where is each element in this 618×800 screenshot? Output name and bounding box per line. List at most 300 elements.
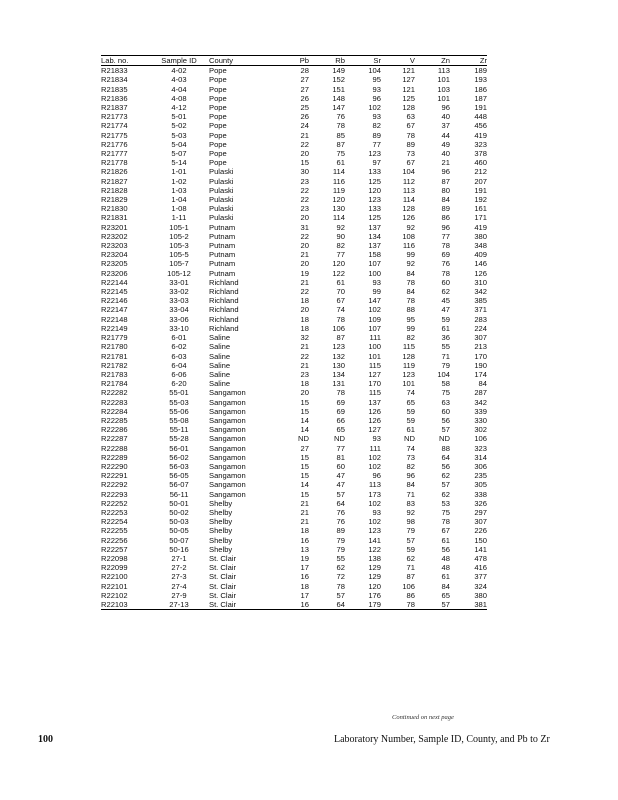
cell-lab-no: R22101: [101, 581, 128, 591]
cell-county: Richland: [209, 314, 239, 324]
cell-v: 88: [406, 305, 415, 315]
cell-pb: 16: [269, 600, 309, 610]
cell-lab-no: R22290: [101, 461, 128, 471]
cell-sr: 100: [368, 342, 381, 352]
cell-county: Shelby: [209, 535, 233, 545]
geochemistry-table: [101, 55, 487, 610]
cell-sr: 102: [368, 305, 381, 315]
cell-v: 128: [402, 351, 415, 361]
cell-zr: 378: [474, 149, 487, 159]
cell-zr: 297: [474, 507, 487, 517]
cell-county: Sangamon: [209, 388, 246, 398]
cell-v: 82: [406, 333, 415, 343]
continued-note: Continued on next page: [392, 714, 454, 721]
cell-zr: 371: [474, 305, 487, 315]
cell-v: 67: [406, 121, 415, 131]
cell-county: Pope: [209, 66, 227, 76]
cell-sample-id: 33-10: [169, 323, 189, 333]
cell-rb: 47: [336, 471, 345, 481]
cell-pb: 16: [300, 572, 309, 582]
cell-zr: 342: [474, 287, 487, 297]
cell-zr: 348: [474, 241, 487, 251]
cell-zr: 226: [474, 526, 487, 536]
cell-sr: 120: [368, 581, 381, 591]
cell-sr: 102: [368, 452, 381, 462]
table-row: [101, 186, 487, 195]
table-row: [101, 480, 487, 489]
table-row: [101, 370, 487, 379]
cell-zr: 448: [474, 112, 487, 122]
cell-zr: 235: [474, 471, 487, 481]
cell-county: Putnam: [209, 268, 236, 278]
cell-sample-id: 105-3: [169, 241, 189, 251]
cell-pb: 30: [300, 167, 309, 177]
cell-pb: 15: [300, 471, 309, 481]
cell-zr: 385: [474, 296, 487, 306]
cell-lab-no: R22255: [101, 526, 128, 536]
cell-sample-id: 33-01: [169, 277, 189, 287]
cell-zr: 478: [474, 553, 487, 563]
cell-county: Shelby: [209, 526, 233, 536]
cell-rb: 151: [332, 84, 345, 94]
cell-v: 84: [406, 268, 415, 278]
cell-sr: 134: [368, 231, 381, 241]
cell-sr: 96: [372, 93, 381, 103]
cell-zn: 56: [441, 415, 450, 425]
cell-rb: 57: [336, 489, 345, 499]
cell-county: Pulaski: [209, 204, 234, 214]
cell-county: Putnam: [209, 222, 236, 232]
cell-v: 62: [406, 553, 415, 563]
header-rb: Rb: [309, 56, 345, 66]
cell-zn: 60: [441, 277, 450, 287]
cell-sr: 102: [368, 498, 381, 508]
cell-lab-no: R21774: [101, 121, 128, 131]
cell-pb: 21: [300, 342, 309, 352]
cell-sr: 111: [369, 443, 381, 453]
cell-pb: 25: [300, 103, 309, 113]
cell-v: 115: [402, 342, 415, 352]
cell-sample-id: 5-07: [171, 149, 187, 159]
cell-sr: 120: [368, 185, 381, 195]
cell-lab-no: R22285: [101, 415, 128, 425]
cell-sr: 173: [368, 489, 381, 499]
cell-v: 59: [406, 406, 415, 416]
cell-zn: 55: [441, 342, 450, 352]
cell-v: 71: [406, 489, 415, 499]
table-header-row: [101, 56, 487, 66]
cell-v: 127: [402, 75, 415, 85]
table-row: [101, 324, 487, 333]
cell-pb: 17: [300, 563, 309, 573]
cell-sr: 158: [368, 250, 381, 260]
cell-county: St. Clair: [209, 563, 237, 573]
cell-lab-no: R22284: [101, 406, 128, 416]
cell-v: 112: [402, 176, 415, 186]
cell-sr: 102: [368, 517, 381, 527]
cell-zr: 106: [474, 434, 487, 444]
cell-zn: 89: [441, 204, 450, 214]
cell-lab-no: R22098: [101, 553, 128, 563]
cell-zr: 174: [474, 369, 487, 379]
cell-sr: 179: [345, 600, 381, 610]
cell-lab-no: R22293: [101, 489, 128, 499]
cell-county: Sangamon: [209, 397, 246, 407]
table-row: [101, 315, 487, 324]
cell-sample-id: 33-02: [169, 287, 189, 297]
header-zr: Zr: [450, 56, 487, 66]
table-row: [101, 444, 487, 453]
cell-zn: 56: [441, 461, 450, 471]
cell-sample-id: 27-2: [171, 563, 187, 573]
cell-zr: 190: [474, 360, 487, 370]
cell-zn: 37: [441, 121, 450, 131]
table-row: [101, 296, 487, 305]
cell-county: Sangamon: [209, 415, 246, 425]
cell-lab-no: R22252: [101, 498, 128, 508]
header-county: County: [205, 56, 269, 66]
cell-lab-no: R22147: [101, 305, 128, 315]
cell-sample-id: 50-05: [169, 526, 189, 536]
cell-sr: 107: [368, 259, 381, 269]
cell-v: 96: [406, 471, 415, 481]
cell-lab-no: R21775: [101, 130, 128, 140]
table-row: [101, 204, 487, 213]
table-row: [101, 508, 487, 517]
cell-lab-no: R21778: [101, 158, 128, 168]
cell-lab-no: R21835: [101, 84, 128, 94]
cell-zn: 65: [441, 590, 450, 600]
cell-rb: 81: [336, 452, 345, 462]
cell-v: 78: [406, 277, 415, 287]
cell-rb: 119: [332, 185, 345, 195]
cell-zr: 380: [474, 231, 487, 241]
cell-county: Saline: [209, 342, 231, 352]
cell-pb: 24: [300, 121, 309, 131]
table-row: [101, 526, 487, 535]
cell-pb: 18: [300, 323, 309, 333]
cell-v: 125: [402, 93, 415, 103]
cell-pb: 19: [300, 268, 309, 278]
cell-county: Sangamon: [209, 471, 246, 481]
cell-lab-no: R21783: [101, 369, 128, 379]
cell-lab-no: R23205: [101, 259, 128, 269]
cell-sample-id: 55-03: [169, 397, 189, 407]
cell-lab-no: R22287: [101, 434, 128, 444]
cell-rb: 78: [336, 581, 345, 591]
cell-zn: 76: [441, 259, 450, 269]
cell-zn: 49: [441, 139, 450, 149]
cell-rb: 47: [336, 480, 345, 490]
cell-county: Sangamon: [209, 461, 246, 471]
cell-pb: 14: [300, 415, 309, 425]
cell-zn: 61: [441, 572, 450, 582]
table-row: [101, 379, 487, 388]
header-v: V: [381, 56, 415, 66]
cell-lab-no: R22291: [101, 471, 128, 481]
cell-sr: 138: [368, 553, 381, 563]
cell-zn: 80: [441, 185, 450, 195]
table-row: [101, 223, 487, 232]
cell-lab-no: R23201: [101, 222, 128, 232]
cell-zn: 64: [441, 452, 450, 462]
cell-rb: 64: [309, 600, 345, 610]
cell-county: St. Clair: [209, 590, 237, 600]
cell-lab-no: R21836: [101, 93, 128, 103]
cell-zr: 307: [474, 333, 487, 343]
cell-county: St. Clair: [209, 553, 237, 563]
cell-county: Sangamon: [209, 443, 246, 453]
cell-sample-id: 27-13: [153, 600, 205, 610]
cell-zn: 59: [441, 314, 450, 324]
cell-zr: 377: [474, 572, 487, 582]
table-row: [101, 131, 487, 140]
cell-county: Putnam: [209, 250, 236, 260]
table-row: [101, 167, 487, 176]
cell-sr: 133: [368, 167, 381, 177]
table-row: [101, 66, 487, 76]
table-row: [101, 416, 487, 425]
cell-zn: 67: [441, 526, 450, 536]
cell-lab-no: R21779: [101, 333, 128, 343]
cell-v: 82: [406, 461, 415, 471]
cell-pb: 15: [300, 489, 309, 499]
cell-pb: 18: [300, 379, 309, 389]
cell-sr: 96: [372, 471, 381, 481]
cell-rb: 77: [336, 443, 345, 453]
cell-zn: 48: [441, 553, 450, 563]
cell-v: 71: [406, 563, 415, 573]
cell-county: Pope: [209, 158, 227, 168]
cell-county: Richland: [209, 296, 239, 306]
cell-sample-id: 1-02: [171, 176, 187, 186]
cell-zr: 287: [474, 388, 487, 398]
cell-rb: 65: [336, 425, 345, 435]
cell-v: 113: [402, 185, 415, 195]
cell-county: Sangamon: [209, 425, 246, 435]
cell-rb: 55: [336, 553, 345, 563]
cell-zr: 126: [474, 268, 487, 278]
cell-v: 92: [406, 507, 415, 517]
cell-zn: 69: [441, 250, 450, 260]
cell-zr: 380: [474, 590, 487, 600]
cell-sample-id: 55-01: [169, 388, 189, 398]
cell-v: 86: [406, 590, 415, 600]
cell-zn: 63: [441, 397, 450, 407]
cell-lab-no: R21826: [101, 167, 128, 177]
cell-county: Sangamon: [209, 434, 246, 444]
cell-zn: 78: [441, 241, 450, 251]
table-row: [101, 352, 487, 361]
cell-v: 89: [406, 139, 415, 149]
cell-county: Richland: [209, 287, 239, 297]
cell-sample-id: 33-03: [169, 296, 189, 306]
cell-sample-id: 50-01: [169, 498, 189, 508]
cell-zr: 323: [474, 139, 487, 149]
cell-sample-id: 5-02: [171, 121, 187, 131]
cell-zr: 342: [474, 397, 487, 407]
cell-lab-no: R22102: [101, 590, 128, 600]
cell-pb: 20: [300, 213, 309, 223]
cell-lab-no: R21784: [101, 379, 128, 389]
cell-sample-id: 33-04: [169, 305, 189, 315]
cell-zr: 460: [474, 158, 487, 168]
cell-rb: 78: [336, 314, 345, 324]
cell-lab-no: R21777: [101, 149, 128, 159]
cell-sr: 107: [368, 323, 381, 333]
cell-sample-id: 5-01: [171, 112, 187, 122]
cell-sr: 122: [368, 544, 381, 554]
cell-zn: 87: [441, 176, 450, 186]
cell-sample-id: 27-4: [171, 581, 187, 591]
cell-zr: 191: [474, 185, 487, 195]
cell-pb: 23: [300, 204, 309, 214]
cell-pb: 21: [300, 360, 309, 370]
cell-sr: 129: [368, 572, 381, 582]
table-row: [101, 582, 487, 591]
table-row: [101, 177, 487, 186]
cell-sr: 93: [372, 277, 381, 287]
cell-pb: 20: [300, 241, 309, 251]
cell-rb: 149: [332, 66, 345, 76]
cell-sample-id: 55-08: [169, 415, 189, 425]
cell-sr: 137: [368, 241, 381, 251]
cell-rb: 152: [332, 75, 345, 85]
cell-zn: 88: [441, 443, 450, 453]
cell-zn: 44: [441, 130, 450, 140]
cell-county: St. Clair: [209, 581, 237, 591]
cell-sr: 170: [368, 379, 381, 389]
table-row: [101, 554, 487, 563]
table-row: [101, 103, 487, 112]
cell-zr: 419: [474, 130, 487, 140]
cell-zn: 104: [437, 369, 450, 379]
cell-v: ND: [404, 434, 415, 444]
cell-pb: 22: [300, 351, 309, 361]
cell-v: 106: [402, 581, 415, 591]
cell-sample-id: 56-01: [169, 443, 189, 453]
cell-zr: 306: [474, 461, 487, 471]
cell-rb: 82: [336, 241, 345, 251]
cell-lab-no: R22292: [101, 480, 128, 490]
cell-pb: 22: [300, 195, 309, 205]
header-sample-id: Sample ID: [153, 56, 205, 66]
cell-county: Pulaski: [209, 213, 234, 223]
cell-v: 104: [402, 167, 415, 177]
cell-rb: 120: [332, 259, 345, 269]
cell-zr: 186: [474, 84, 487, 94]
cell-county: Saline: [209, 360, 231, 370]
cell-lab-no: R22286: [101, 425, 128, 435]
cell-county: Pulaski: [209, 176, 234, 186]
table-row: [101, 490, 487, 499]
cell-lab-no: R22144: [101, 277, 128, 287]
cell-sr: 109: [368, 314, 381, 324]
cell-rb: 116: [332, 176, 345, 186]
table-row: [101, 149, 487, 158]
table-caption: Laboratory Number, Sample ID, County, and Pb to Zr: [334, 734, 550, 745]
cell-pb: 13: [300, 544, 309, 554]
cell-county: Shelby: [209, 517, 233, 527]
cell-lab-no: R22283: [101, 397, 128, 407]
cell-lab-no: R22148: [101, 314, 128, 324]
cell-v: 84: [406, 480, 415, 490]
cell-v: 78: [406, 296, 415, 306]
cell-rb: 79: [336, 544, 345, 554]
cell-county: St. Clair: [209, 572, 237, 582]
cell-v: 78: [381, 600, 415, 610]
cell-zr: 207: [474, 176, 487, 186]
cell-zr: 324: [474, 581, 487, 591]
cell-sample-id: 4-02: [171, 66, 187, 76]
cell-v: 59: [406, 544, 415, 554]
cell-rb: 70: [336, 287, 345, 297]
cell-sr: 113: [368, 480, 381, 490]
cell-sample-id: 1-03: [171, 185, 187, 195]
cell-pb: 22: [300, 139, 309, 149]
cell-lab-no: R22254: [101, 517, 128, 527]
table-row: [101, 287, 487, 296]
cell-zr: 193: [474, 75, 487, 85]
cell-zr: 323: [474, 443, 487, 453]
cell-sr: 100: [368, 268, 381, 278]
table-row: [101, 195, 487, 204]
table-row: [101, 563, 487, 572]
cell-lab-no: R22099: [101, 563, 128, 573]
cell-lab-no: R21829: [101, 195, 128, 205]
table-row: [101, 213, 487, 222]
cell-rb: 79: [336, 535, 345, 545]
cell-lab-no: R21776: [101, 139, 128, 149]
cell-zr: 456: [474, 121, 487, 131]
header-sr: Sr: [345, 56, 381, 66]
cell-sr: 137: [368, 397, 381, 407]
cell-rb: 147: [332, 103, 345, 113]
cell-lab-no: R21828: [101, 185, 128, 195]
cell-zn: 61: [441, 535, 450, 545]
cell-rb: 134: [332, 369, 345, 379]
cell-sample-id: 1-04: [171, 195, 187, 205]
cell-sample-id: 56-07: [169, 480, 189, 490]
cell-sample-id: 1-01: [171, 167, 187, 177]
cell-lab-no: R21780: [101, 342, 128, 352]
cell-rb: 131: [332, 379, 345, 389]
cell-sample-id: 27-1: [171, 553, 187, 563]
cell-lab-no: R22257: [101, 544, 128, 554]
cell-v: 73: [406, 149, 415, 159]
cell-v: 126: [402, 213, 415, 223]
cell-zr: 170: [474, 351, 487, 361]
cell-sr: 133: [368, 204, 381, 214]
cell-pb: 20: [300, 305, 309, 315]
cell-sample-id: 6-06: [171, 369, 187, 379]
cell-county: Putnam: [209, 241, 236, 251]
cell-sample-id: 105-7: [169, 259, 189, 269]
table-row: [101, 591, 487, 600]
cell-v: 95: [406, 314, 415, 324]
cell-zr: 305: [474, 480, 487, 490]
table-row: [101, 250, 487, 259]
cell-rb: 120: [332, 195, 345, 205]
cell-sr: 93: [372, 84, 381, 94]
cell-rb: ND: [334, 434, 345, 444]
cell-zn: 57: [441, 425, 450, 435]
cell-zn: 96: [441, 167, 450, 177]
cell-zr: 381: [450, 600, 487, 610]
cell-sr: 123: [368, 195, 381, 205]
cell-sample-id: 5-04: [171, 139, 187, 149]
table-row: [101, 140, 487, 149]
